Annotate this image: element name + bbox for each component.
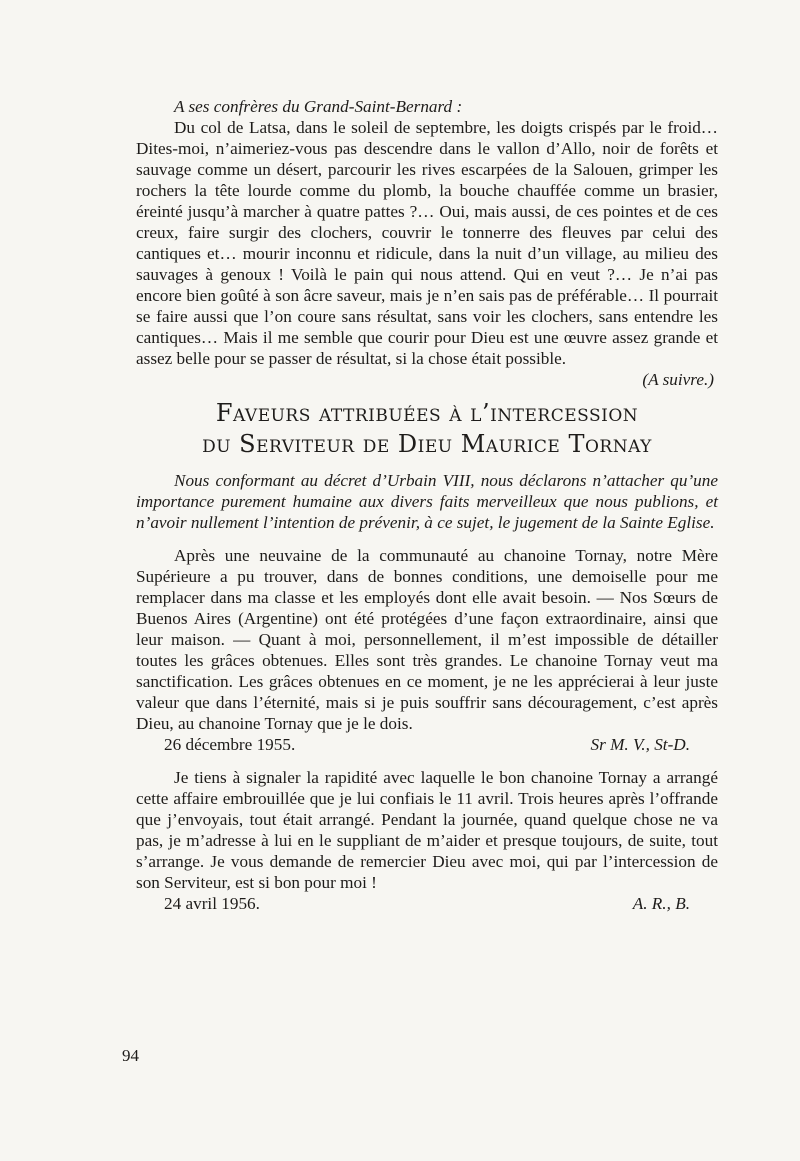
testimony-1-signature: Sr M. V., St-D. bbox=[590, 735, 690, 754]
testimony-2-footer bbox=[136, 893, 718, 914]
testimony-2-signature: A. R., B. bbox=[632, 894, 690, 913]
heading-line-2: du Serviteur de Dieu Maurice Tornay bbox=[202, 430, 652, 458]
text-column bbox=[136, 96, 718, 914]
testimony-2-date: 24 avril 1956. bbox=[164, 894, 260, 913]
letter-paragraph: Du col de Latsa, dans le soleil de septembre, les doigts crispés par le froid… Dites-moi, n’aimeriez-vous pas descendre dans le vallon d’Allo, noir de forêts et sauvage comme un désert, parcourir les rives escarpées de la Salouen, grimper les rochers la tête lourde comme du plomb, la bouche chauffée comme un brasier, éreinté jusqu’à marcher à quatre pattes ?… Oui, mais aussi, de ces pointes et de ces creux, faire surgir des clochers, couvrir le tonnerre des fleuves par celui des cantiques et… mourir inconnu et ridicule, dans la nuit d’un village, au milieu des sauvages à genoux ! Voilà le pain qui nous attend. Qui en veut ?… Je n’ai pas encore bien goûté à son âcre saveur, mais je n’en sais pas de préférable… Il pourrait se faire aussi que l’on coure sans résultat, sans voir les clochers, sans entendre les cantiques… Mais il me semble que courir pour Dieu est une œuvre assez grande et assez belle pour se passer de résultat, si la chose était possible. bbox=[136, 118, 718, 368]
section-heading bbox=[136, 398, 718, 460]
disclaimer: Nous conformant au décret d’Urbain VIII, nous déclarons n’attacher qu’une importance purement humaine aux divers faits merveilleux que nous publions, et n’avoir nullement l’intention de prévenir, à ce sujet, le jugement de la Sainte Eglise. bbox=[136, 471, 718, 532]
testimony-1-footer bbox=[136, 734, 718, 755]
heading-line-1: Faveurs attribuées à l’intercession bbox=[215, 399, 639, 427]
page-number: 94 bbox=[122, 1046, 139, 1065]
testimony-2-text: Je tiens à signaler la rapidité avec laquelle le bon chanoine Tornay a arrangé cette affaire embrouillée que je lui confiais le 11 avril. Trois heures après l’offrande que j’envoyais, tout était arrangé. Pendant la journée, quand quelque chose ne va pas, je m’adresse à lui en le suppliant de m’aider et presque toujours, de suite, tout s’arrange. Je vous demande de remercier Dieu avec moi, qui par l’intercession de son Serviteur, est si bon pour moi ! bbox=[136, 768, 718, 892]
to-be-continued: (A suivre.) bbox=[642, 370, 714, 389]
testimony-1-date: 26 décembre 1955. bbox=[164, 735, 296, 754]
salutation: A ses confrères du Grand-Saint-Bernard : bbox=[174, 97, 463, 116]
testimony-1-text: Après une neuvaine de la communauté au chanoine Tornay, notre Mère Supérieure a pu trouver, dans de bonnes conditions, une demoiselle pour me remplacer dans ma classe et les employés dont elle avait besoin. — Nos Sœurs de Buenos Aires (Argentine) ont été protégées d’une façon extraordinaire, ainsi que leur maison. — Quant à moi, personnellement, il m’est impossible de détailler toutes les grâces obtenues. Elles sont très grandes. Le chanoine Tornay veut ma sanctification. Les grâces obtenues en ce moment, je ne les apprécierai à leur juste valeur que dans l’éternité, mais si je puis souffrir sans découragement, c’est après Dieu, au chanoine Tornay que je le dois. bbox=[136, 546, 718, 733]
